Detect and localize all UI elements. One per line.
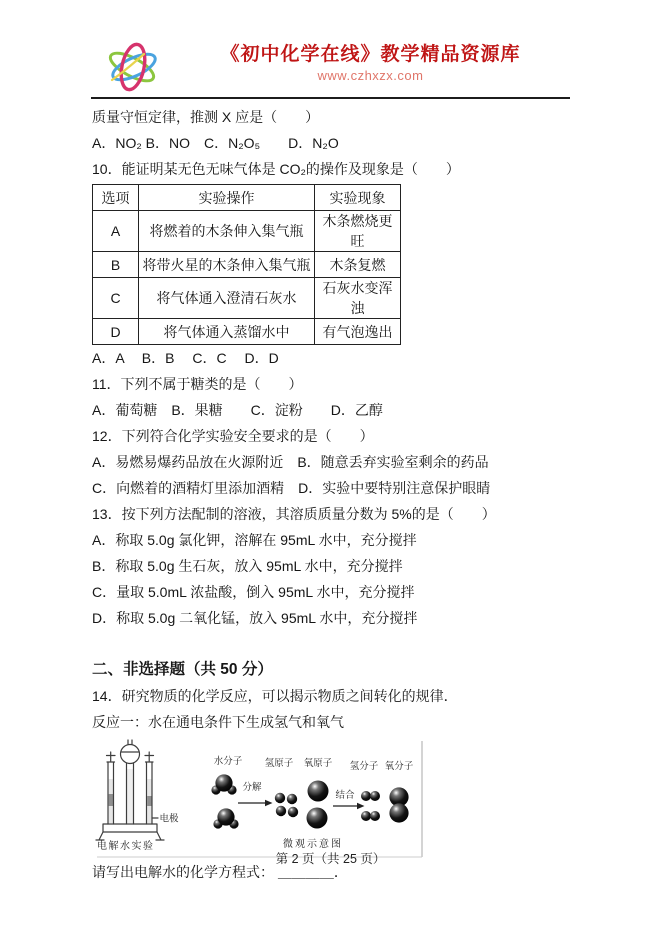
section-title: 二、非选择题（共 50 分）: [92, 661, 273, 678]
table-header-phenomenon: 实验现象: [315, 185, 401, 211]
water-molecule-label: 水分子: [213, 756, 243, 767]
page-number: 第 2 页（共 25 页）: [275, 852, 386, 866]
table-header-row: [93, 185, 401, 211]
q12-options-ab: A．易燃易爆药品放在火源附近 B．随意丢弃实验室剩余的药品: [92, 454, 489, 470]
q12-options-cd: C．向燃着的酒精灯里添加酒精 D．实验中要特别注意保护眼睛: [92, 480, 491, 496]
cell-operation: 将带火星的木条伸入集气瓶: [139, 252, 315, 278]
page-header: [0, 0, 661, 94]
exam-content: [0, 99, 661, 885]
oxygen-molecule-label: 氧分子: [384, 761, 414, 772]
cell-option: D: [93, 319, 139, 345]
site-title: 《初中化学在线》教学精品资源库: [220, 44, 521, 65]
q11-options: A．葡萄糖 B．果糖 C．淀粉 D．乙醇: [92, 402, 383, 418]
combine-arrow-label: 结合: [335, 790, 355, 801]
electrode-label: 电极: [159, 813, 179, 825]
cell-operation: 将燃着的木条伸入集气瓶: [139, 211, 315, 252]
header-text: [170, 43, 571, 83]
hydrogen-atom-label: 氢原子: [264, 758, 294, 769]
micro-diagram-caption: 微观示意图: [283, 839, 343, 850]
q9-carryover-line: 质量守恒定律，推测 X 应是（ ）: [92, 109, 320, 125]
cell-phenomenon: 木条复燃: [315, 252, 401, 278]
oxygen-atom-label: 氧原子: [303, 758, 333, 769]
cell-phenomenon: 木条燃烧更旺: [315, 211, 401, 252]
q11-stem: 11．下列不属于糖类的是（ ）: [92, 376, 303, 392]
page-footer: [0, 849, 661, 867]
q13-option-c: C．量取 5.0mL 浓盐酸，倒入 95mL 水中，充分搅拌: [92, 584, 415, 600]
q10-options: A．A B．B C．C D．D: [92, 350, 279, 366]
water-molecules-icon: [211, 774, 238, 828]
cell-option: A: [93, 211, 139, 252]
cell-phenomenon: 有气泡逸出: [315, 319, 401, 345]
table-header-option: 选项: [93, 185, 139, 211]
oxygen-molecule-icon: [389, 787, 408, 822]
combine-arrow-icon: [333, 803, 365, 809]
table-row: [93, 319, 401, 345]
decompose-arrow-icon: [238, 800, 273, 806]
electrolysis-diagram: [95, 739, 427, 859]
q12-stem: 12．下列符合化学实验安全要求的是（ ）: [92, 428, 374, 444]
table-row: [93, 211, 401, 252]
answer-blank: ＿＿＿＿: [277, 864, 334, 880]
equation-prompt: 请写出电解水的化学方程式：: [92, 864, 274, 880]
cell-option: C: [93, 278, 139, 319]
decompose-arrow-label: 分解: [242, 782, 262, 793]
q10-stem: 10．能证明某无色无味气体是 CO₂的操作及现象是（ ）: [92, 161, 460, 177]
q9-options: A．NO₂ B．NO C．N₂O₅ D．N₂O: [92, 135, 339, 151]
q13-option-d: D．称取 5.0g 二氧化锰，放入 95mL 水中，充分搅拌: [92, 610, 418, 626]
hydrogen-molecule-label: 氢分子: [349, 761, 379, 772]
site-url: www.czhxzx.com: [317, 68, 424, 83]
cell-phenomenon: 石灰水变浑浊: [315, 278, 401, 319]
table-row: [93, 278, 401, 319]
q10-table: [92, 184, 401, 345]
q14-figure: [92, 739, 573, 859]
apparatus-caption: 电解水实验: [97, 841, 155, 852]
q14-reaction1: 反应一：水在通电条件下生成氢气和氧气: [92, 714, 344, 730]
cell-option: B: [93, 252, 139, 278]
cell-operation: 将气体通入澄清石灰水: [139, 278, 315, 319]
equation-period: ．: [333, 864, 348, 880]
hydrogen-atoms-icon: [275, 793, 298, 817]
q13-option-a: A．称取 5.0g 氯化钾，溶解在 95mL 水中，充分搅拌: [92, 532, 417, 548]
oxygen-atoms-icon: [307, 781, 329, 829]
q14-stem: 14．研究物质的化学反应，可以揭示物质之间转化的规律．: [92, 688, 458, 704]
atom-logo-icon: [98, 40, 170, 94]
table-header-operation: 实验操作: [139, 185, 315, 211]
cell-operation: 将气体通入蒸馏水中: [139, 319, 315, 345]
electrolysis-apparatus-icon: [96, 740, 164, 840]
q13-option-b: B．称取 5.0g 生石灰，放入 95mL 水中，充分搅拌: [92, 558, 403, 574]
q13-stem: 13．按下列方法配制的溶液，其溶质质量分数为 5%的是（ ）: [92, 506, 496, 522]
table-row: [93, 252, 401, 278]
